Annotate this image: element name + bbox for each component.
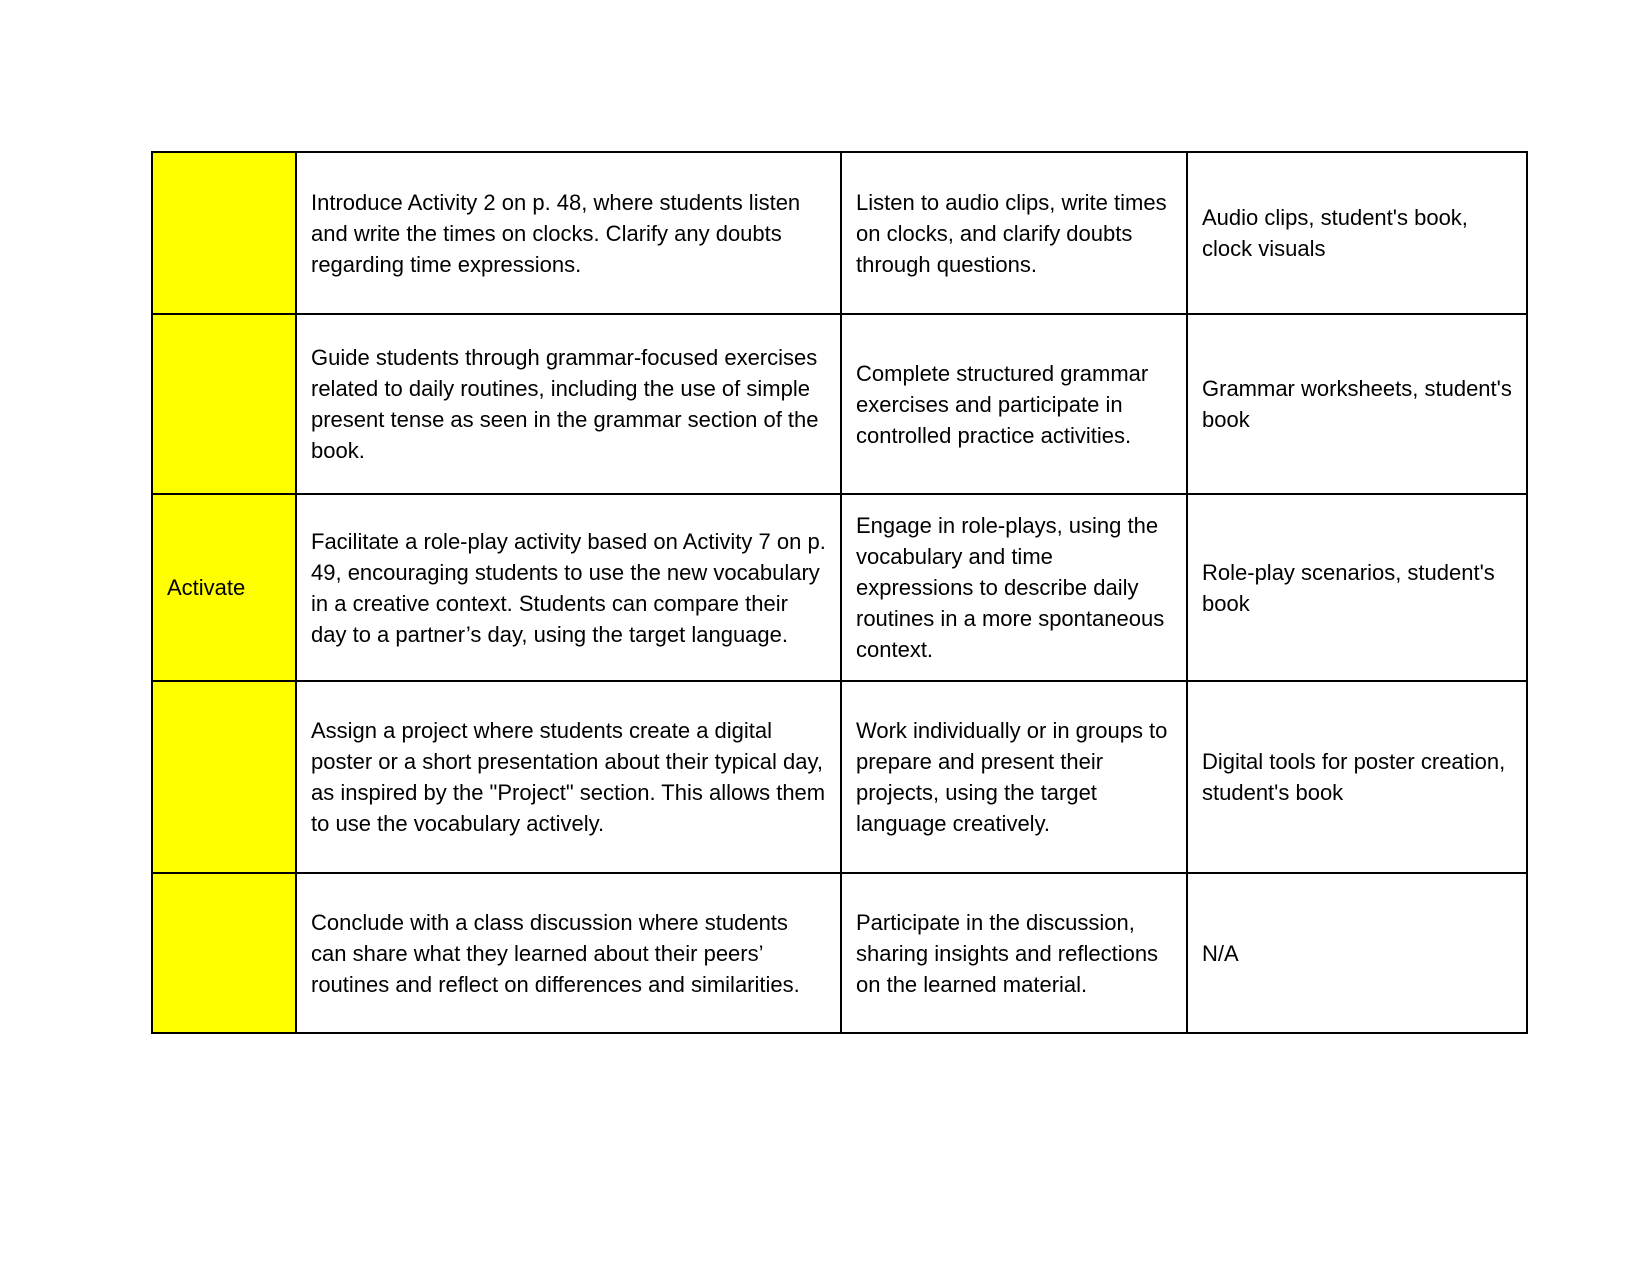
table-row [152, 314, 1527, 494]
student-activity-cell: Listen to audio clips, write times on clocks, and clarify doubts through questions. [841, 152, 1187, 314]
stage-cell [152, 314, 296, 494]
stage-cell: Activate [152, 494, 296, 681]
table-row [152, 494, 1527, 681]
teacher-activity-cell: Conclude with a class discussion where students can share what they learned about their peers’ routines and reflect on differences and similarities. [296, 873, 841, 1033]
teacher-activity-cell: Assign a project where students create a digital poster or a short presentation about their typical day, as inspired by the "Project" section. This allows them to use the vocabulary actively. [296, 681, 841, 873]
student-activity-cell: Work individually or in groups to prepare and present their projects, using the target language creatively. [841, 681, 1187, 873]
teacher-activity-cell: Guide students through grammar-focused exercises related to daily routines, including the use of simple present tense as seen in the grammar section of the book. [296, 314, 841, 494]
teacher-activity-cell: Facilitate a role-play activity based on Activity 7 on p. 49, encouraging students to use the new vocabulary in a creative context. Students can compare their day to a partner’s day, using the target language. [296, 494, 841, 681]
stage-cell [152, 152, 296, 314]
teacher-activity-cell: Introduce Activity 2 on p. 48, where students listen and write the times on clocks. Clarify any doubts regarding time expressions. [296, 152, 841, 314]
table-row [152, 681, 1527, 873]
table-row [152, 152, 1527, 314]
materials-cell: N/A [1187, 873, 1527, 1033]
materials-cell: Role-play scenarios, student's book [1187, 494, 1527, 681]
student-activity-cell: Engage in role-plays, using the vocabulary and time expressions to describe daily routines in a more spontaneous context. [841, 494, 1187, 681]
table-row [152, 873, 1527, 1033]
student-activity-cell: Complete structured grammar exercises and participate in controlled practice activities. [841, 314, 1187, 494]
materials-cell: Audio clips, student's book, clock visuals [1187, 152, 1527, 314]
lesson-plan-table [151, 151, 1528, 1034]
student-activity-cell: Participate in the discussion, sharing insights and reflections on the learned material. [841, 873, 1187, 1033]
materials-cell: Digital tools for poster creation, student's book [1187, 681, 1527, 873]
materials-cell: Grammar worksheets, student's book [1187, 314, 1527, 494]
stage-cell [152, 681, 296, 873]
stage-cell [152, 873, 296, 1033]
